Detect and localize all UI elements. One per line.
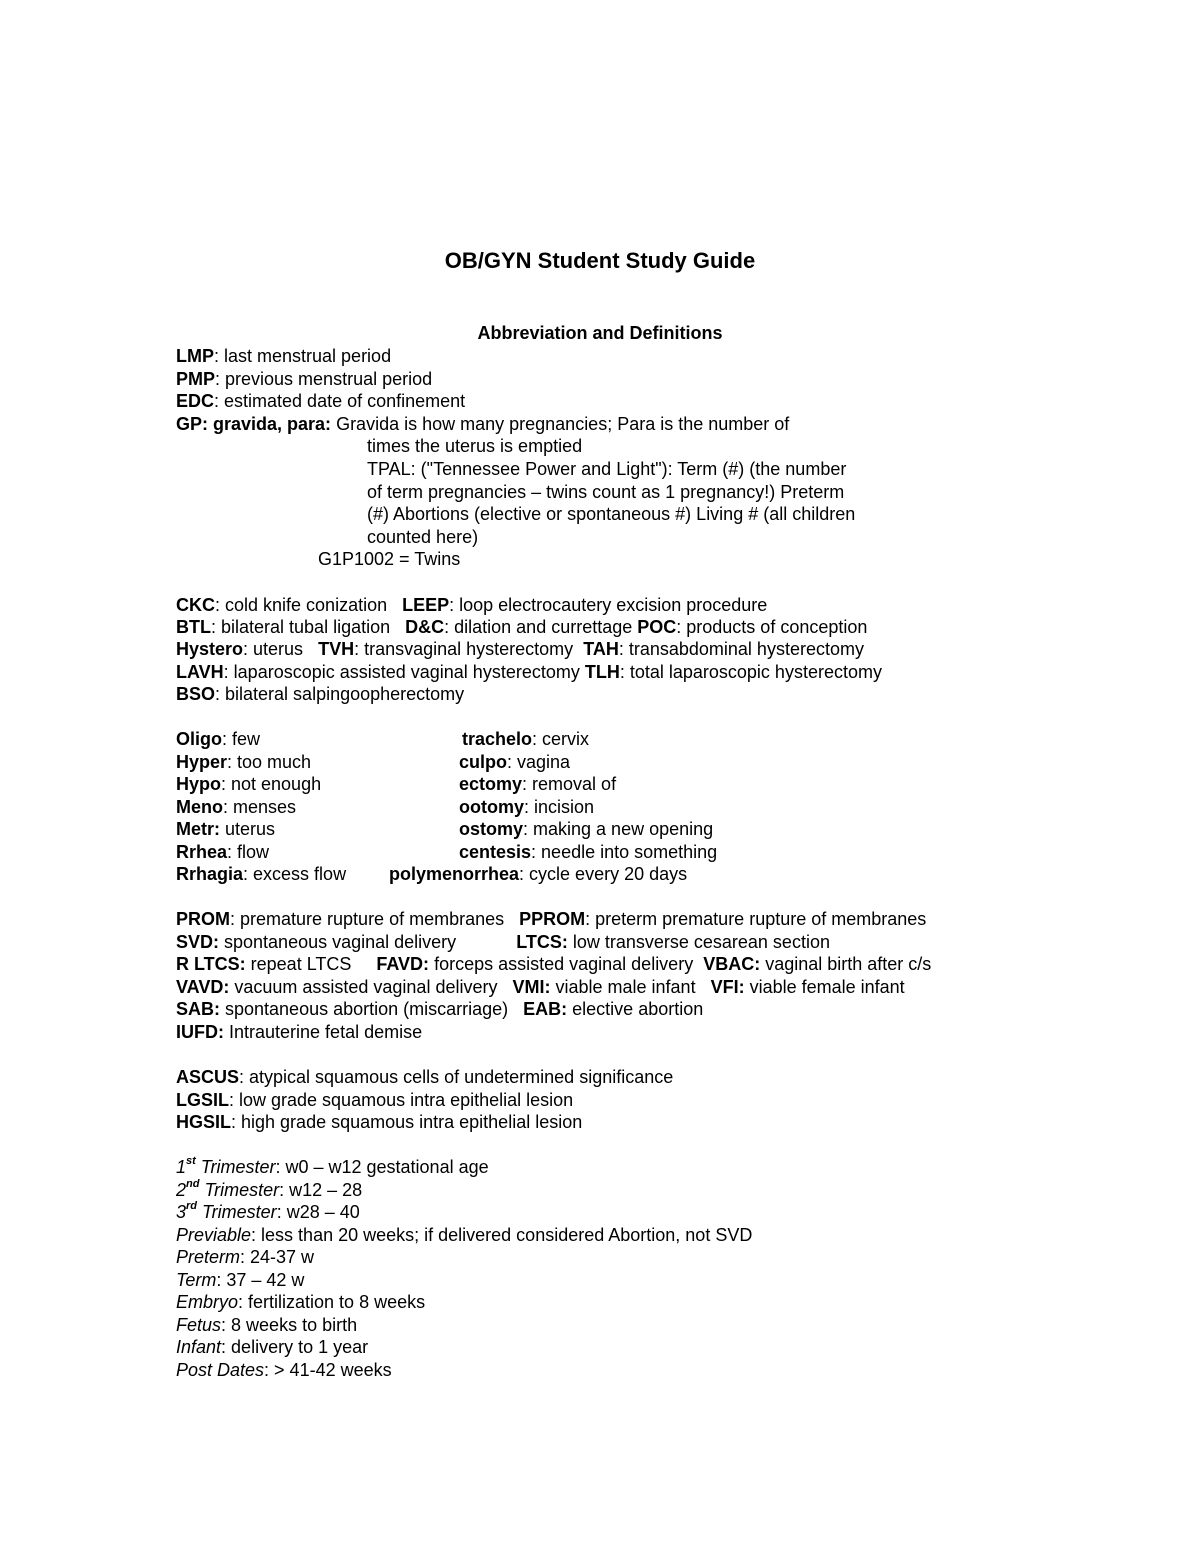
definition: : > 41-42 weeks xyxy=(264,1360,392,1380)
definition: : total laparoscopic hysterectomy xyxy=(619,662,882,682)
definition: : making a new opening xyxy=(523,819,714,839)
term: BTL xyxy=(176,617,211,637)
definition-gp-continued: times the uterus is emptied xyxy=(367,436,583,456)
definition: : cervix xyxy=(532,729,590,749)
term: EDC xyxy=(176,391,215,411)
definition: spontaneous vaginal delivery xyxy=(219,932,517,952)
term: GP: gravida, para: xyxy=(176,414,332,434)
definition: : low grade squamous intra epithelial lesion xyxy=(229,1090,574,1110)
definition: uterus xyxy=(220,819,276,839)
definition-trimester-2 xyxy=(176,1179,362,1201)
term: 3rd Trimester xyxy=(176,1200,277,1222)
term: VBAC: xyxy=(703,954,761,974)
definition-infant xyxy=(176,1336,368,1358)
definition-row xyxy=(176,1021,422,1043)
definition: Intrauterine fetal demise xyxy=(224,1022,423,1042)
definition: repeat LTCS xyxy=(245,954,377,974)
prefix-item xyxy=(176,751,311,773)
definition-pmp xyxy=(176,368,432,390)
definition: : removal of xyxy=(522,774,617,794)
definition: : excess flow xyxy=(243,864,347,884)
definition: : cycle every 20 days xyxy=(519,864,688,884)
term: Hyper xyxy=(176,752,228,772)
term: IUFD: xyxy=(176,1022,224,1042)
definition-row xyxy=(176,908,926,930)
term: TLH xyxy=(584,662,620,682)
term: PMP xyxy=(176,369,216,389)
definition-row xyxy=(176,616,867,638)
definition-row xyxy=(176,931,830,953)
tpal-line: TPAL: ("Tennessee Power and Light"): Term (#) (the number xyxy=(367,459,847,479)
definition: : dilation and currettage xyxy=(444,617,638,637)
definition-row xyxy=(176,594,767,616)
term: CKC xyxy=(176,595,215,615)
definition: : estimated date of confinement xyxy=(214,391,466,411)
definition: : transabdominal hysterectomy xyxy=(618,639,864,659)
suffix-item xyxy=(459,773,616,795)
term: 2nd Trimester xyxy=(176,1178,280,1200)
term: SVD: xyxy=(176,932,220,952)
definition: : too much xyxy=(227,752,312,772)
suffix-item xyxy=(459,751,570,773)
definition-preterm xyxy=(176,1246,314,1268)
definition: : 37 – 42 w xyxy=(216,1270,305,1290)
prefix-item xyxy=(176,773,321,795)
term: Metr: xyxy=(176,819,220,839)
section-heading: Abbreviation and Definitions xyxy=(477,323,723,343)
term: polymenorrhea xyxy=(389,864,520,884)
definition: : menses xyxy=(223,797,297,817)
definition: : w12 – 28 xyxy=(279,1180,363,1200)
definition: : atypical squamous cells of undetermined significance xyxy=(239,1067,674,1087)
definition-lmp xyxy=(176,345,391,367)
definition-term xyxy=(176,1269,304,1291)
term: LGSIL xyxy=(176,1090,229,1110)
definition: : not enough xyxy=(221,774,322,794)
definition: : flow xyxy=(227,842,270,862)
definition: : 8 weeks to birth xyxy=(221,1315,358,1335)
term: VAVD: xyxy=(176,977,230,997)
definition: Gravida is how many pregnancies; Para is the number of xyxy=(331,414,790,434)
tpal-line: of term pregnancies – twins count as 1 pregnancy!) Preterm xyxy=(367,482,845,502)
term: HGSIL xyxy=(176,1112,232,1132)
term: Preterm xyxy=(176,1247,241,1267)
term: PPROM xyxy=(519,909,586,929)
page-title: OB/GYN Student Study Guide xyxy=(444,248,756,273)
term: SAB: xyxy=(176,999,220,1019)
definition: low transverse cesarean section xyxy=(567,932,830,952)
definition: elective abortion xyxy=(567,999,704,1019)
term: D&C xyxy=(405,617,445,637)
definition: : last menstrual period xyxy=(214,346,392,366)
definition: : transvaginal hysterectomy xyxy=(354,639,584,659)
definition-hgsil xyxy=(176,1111,582,1133)
term: ASCUS xyxy=(176,1067,240,1087)
term: Rrhagia xyxy=(176,864,244,884)
definition-fetus xyxy=(176,1314,357,1336)
term: FAVD: xyxy=(376,954,430,974)
definition: : fertilization to 8 weeks xyxy=(238,1292,426,1312)
term: trachelo xyxy=(462,729,533,749)
term: VMI: xyxy=(512,977,551,997)
term: ootomy xyxy=(459,797,524,817)
suffix-item xyxy=(389,863,687,885)
definition: : bilateral salpingoopherectomy xyxy=(215,684,465,704)
term: Previable xyxy=(176,1225,252,1245)
definition: : 24-37 w xyxy=(240,1247,315,1267)
definition: : uterus xyxy=(243,639,319,659)
definition: : premature rupture of membranes xyxy=(230,909,520,929)
term: POC xyxy=(637,617,677,637)
term: LEEP xyxy=(402,595,450,615)
definition-trimester-3 xyxy=(176,1201,360,1223)
definition: : less than 20 weeks; if delivered considered Abortion, not SVD xyxy=(251,1225,753,1245)
definition-post-dates xyxy=(176,1359,392,1381)
definition: : cold knife conization xyxy=(215,595,403,615)
definition-embryo xyxy=(176,1291,425,1313)
term: TAH xyxy=(583,639,619,659)
definition-row xyxy=(176,661,882,683)
term: Hypo xyxy=(176,774,221,794)
definition: : loop electrocautery excision procedure xyxy=(449,595,768,615)
definition-ascus xyxy=(176,1066,673,1088)
prefix-item xyxy=(176,796,296,818)
term: Post Dates xyxy=(176,1360,265,1380)
term: LAVH xyxy=(176,662,224,682)
term: centesis xyxy=(459,842,532,862)
suffix-item xyxy=(459,818,713,840)
definition: spontaneous abortion (miscarriage) xyxy=(220,999,524,1019)
definition-trimester-1 xyxy=(176,1156,489,1178)
term: 1st Trimester xyxy=(176,1155,276,1177)
term: Fetus xyxy=(176,1315,222,1335)
term: EAB: xyxy=(523,999,568,1019)
term: BSO xyxy=(176,684,216,704)
definition-row xyxy=(176,976,905,998)
definition-gp xyxy=(176,413,789,435)
definition: vaginal birth after c/s xyxy=(760,954,932,974)
gp-example: G1P1002 = Twins xyxy=(318,549,461,569)
tpal-line: (#) Abortions (elective or spontaneous #) Living # (all children xyxy=(367,504,856,524)
prefix-item xyxy=(176,863,346,885)
definition: viable male infant xyxy=(550,977,711,997)
term: Term xyxy=(176,1270,217,1290)
suffix-item xyxy=(459,796,594,818)
term: PROM xyxy=(176,909,230,929)
definition-edc xyxy=(176,390,465,412)
definition-row xyxy=(176,953,931,975)
definition: : delivery to 1 year xyxy=(221,1337,369,1357)
definition-row xyxy=(176,683,464,705)
definition: : previous menstrual period xyxy=(215,369,433,389)
definition-lgsil xyxy=(176,1089,573,1111)
term: culpo xyxy=(459,752,507,772)
definition: : vagina xyxy=(507,752,571,772)
definition: : bilateral tubal ligation xyxy=(211,617,406,637)
prefix-item xyxy=(176,818,275,840)
term: Infant xyxy=(176,1337,222,1357)
term: TVH xyxy=(318,639,355,659)
definition: : w0 – w12 gestational age xyxy=(275,1157,489,1177)
definition: : high grade squamous intra epithelial lesion xyxy=(231,1112,583,1132)
definition: : products of conception xyxy=(676,617,868,637)
definition: : few xyxy=(222,729,261,749)
term: Hystero xyxy=(176,639,244,659)
definition: : laparoscopic assisted vaginal hysterectomy xyxy=(223,662,585,682)
definition: : incision xyxy=(524,797,595,817)
definition: vacuum assisted vaginal delivery xyxy=(229,977,513,997)
term: R LTCS: xyxy=(176,954,246,974)
definition-previable xyxy=(176,1224,752,1246)
prefix-item xyxy=(176,841,269,863)
suffix-item xyxy=(459,841,717,863)
definition-row xyxy=(176,998,703,1020)
term: Rrhea xyxy=(176,842,228,862)
definition: forceps assisted vaginal delivery xyxy=(429,954,704,974)
definition-row xyxy=(176,638,864,660)
definition: : needle into something xyxy=(531,842,718,862)
term: VFI: xyxy=(710,977,745,997)
tpal-line: counted here) xyxy=(367,527,479,547)
term: Oligo xyxy=(176,729,222,749)
definition: : w28 – 40 xyxy=(276,1202,360,1222)
term: LMP xyxy=(176,346,214,366)
definition: : preterm premature rupture of membranes xyxy=(585,909,927,929)
term: Meno xyxy=(176,797,223,817)
term: ostomy xyxy=(459,819,524,839)
term: LTCS: xyxy=(516,932,568,952)
definition: viable female infant xyxy=(744,977,905,997)
prefix-item xyxy=(176,728,260,750)
term: ectomy xyxy=(459,774,523,794)
suffix-item xyxy=(462,728,589,750)
term: Embryo xyxy=(176,1292,239,1312)
